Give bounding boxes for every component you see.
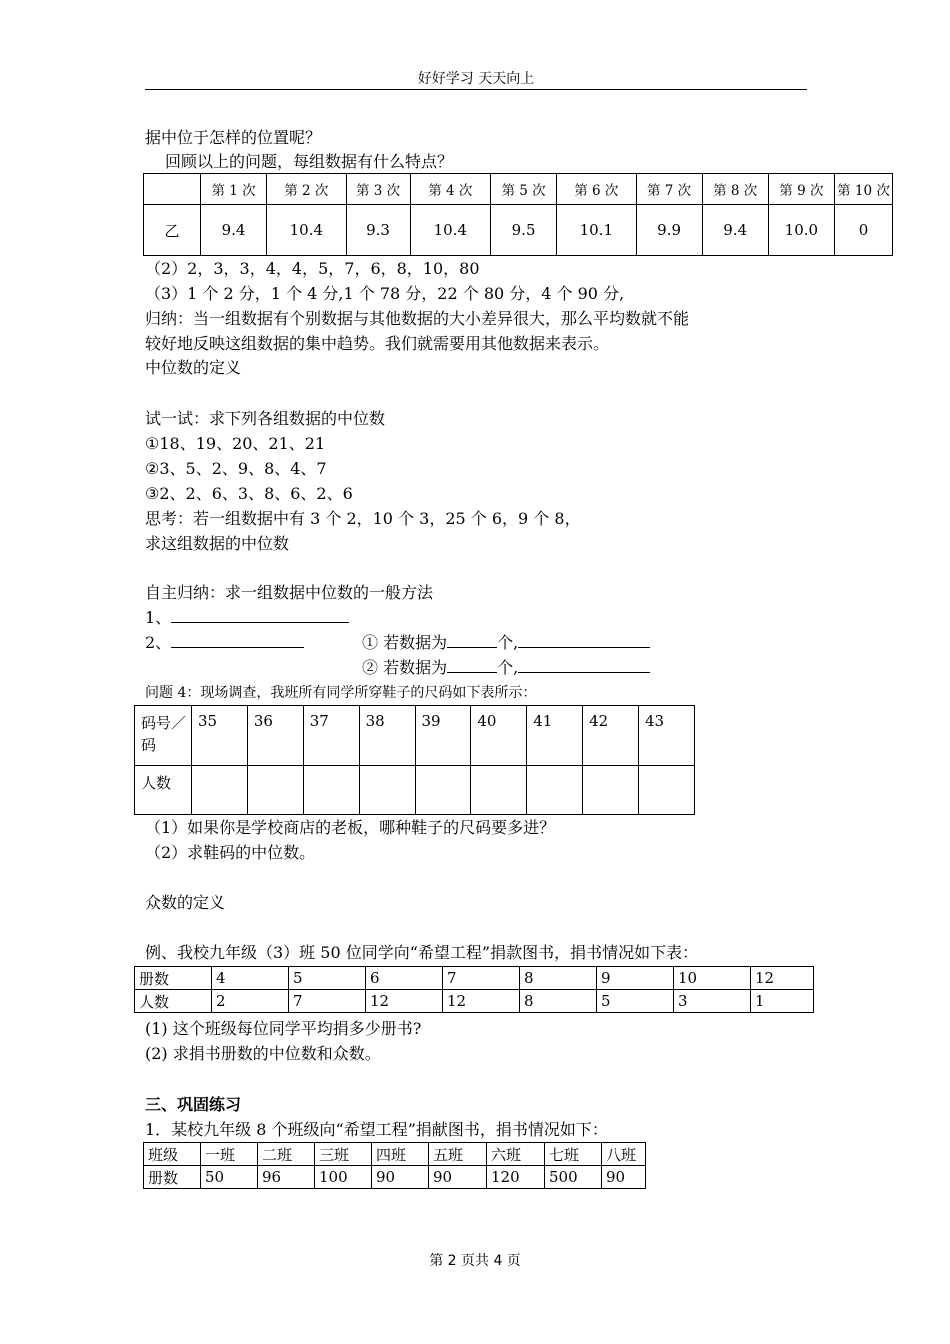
answer-blank[interactable] — [447, 633, 497, 648]
book-donation-table — [134, 966, 814, 1013]
table-cell: 八班 — [602, 1143, 646, 1166]
table-cell: 8 — [520, 967, 597, 990]
table-cell: 35 — [192, 706, 248, 766]
table-cell: 五班 — [429, 1143, 487, 1166]
table-cell: 1 — [751, 990, 814, 1013]
method-line-1 — [145, 607, 349, 629]
table-cell: 5 — [597, 990, 674, 1013]
answer-blank[interactable] — [171, 608, 349, 623]
table-cell: 12 — [443, 990, 520, 1013]
text-line: 1．某校九年级 8 个班级向“希望工程”捐献图书，捐书情况如下： — [145, 1120, 608, 1139]
table-cell: 第 4 次 — [410, 174, 490, 205]
trials-table — [143, 173, 893, 256]
table-cell: 7 — [289, 990, 366, 1013]
table-cell: 一班 — [201, 1143, 258, 1166]
table-cell: 12 — [366, 990, 443, 1013]
text-line: （1）如果你是学校商店的老板，哪种鞋子的尺码要多进？ — [145, 818, 556, 837]
table-cell: 90 — [602, 1166, 646, 1189]
table-cell: 5 — [289, 967, 366, 990]
table-cell: 四班 — [372, 1143, 429, 1166]
page-footer: 第 2 页共 4 页 — [429, 1253, 521, 1269]
case-unit: 个, — [497, 633, 519, 652]
table-cell: 9.4 — [200, 205, 266, 256]
table-cell: 0 — [834, 205, 892, 256]
table-cell[interactable] — [527, 766, 583, 815]
text-line: (1) 这个班级每位同学平均捐多少册书? — [145, 1019, 422, 1038]
table-cell: 6 — [366, 967, 443, 990]
answer-blank[interactable] — [518, 633, 650, 648]
section-label: 众数的定义 — [145, 893, 226, 912]
table-cell: 人数 — [135, 990, 212, 1013]
table-cell: 9.3 — [346, 205, 410, 256]
answer-blank[interactable] — [171, 633, 304, 648]
table-cell: 乙 — [144, 205, 201, 256]
table-cell: 第 8 次 — [702, 174, 768, 205]
table-cell: 9 — [597, 967, 674, 990]
table-cell: 9.5 — [491, 205, 557, 256]
table-cell: 10.4 — [410, 205, 490, 256]
table-cell: 第 3 次 — [346, 174, 410, 205]
table-cell: 班级 — [144, 1143, 201, 1166]
table-cell[interactable] — [415, 766, 471, 815]
table-cell: 10.4 — [267, 205, 346, 256]
table-cell: 册数 — [135, 967, 212, 990]
text-line: 回顾以上的问题，每组数据有什么特点？ — [165, 152, 454, 171]
table-cell: 37 — [303, 706, 359, 766]
answer-blank[interactable] — [518, 658, 650, 673]
header-divider — [145, 89, 807, 90]
table-cell: 50 — [201, 1166, 258, 1189]
text-line: 试一试：求下列各组数据的中位数 — [145, 409, 386, 428]
text-line: 例、我校九年级（3）班 50 位同学向“希望工程”捐款图书，捐书情况如下表： — [145, 943, 699, 962]
table-cell: 第 1 次 — [200, 174, 266, 205]
table-cell: 码号／码 — [135, 706, 192, 766]
table-cell[interactable] — [359, 766, 415, 815]
text-line: (2) 求捐书册数的中位数和众数。 — [145, 1044, 381, 1063]
table-cell[interactable] — [639, 766, 695, 815]
table-cell: 39 — [415, 706, 471, 766]
text-line: 据中位于怎样的位置呢？ — [145, 128, 322, 147]
table-cell: 10 — [674, 967, 751, 990]
table-cell: 七班 — [545, 1143, 602, 1166]
section-heading: 三、巩固练习 — [145, 1095, 242, 1114]
text-line: ③2、2、6、3、8、6、2、6 — [145, 484, 353, 503]
line-number: 1、 — [145, 608, 172, 627]
table-cell: 100 — [315, 1166, 372, 1189]
table-cell: 41 — [527, 706, 583, 766]
answer-blank[interactable] — [447, 658, 497, 673]
case-label: ② 若数据为 — [362, 658, 448, 677]
table-cell: 2 — [212, 990, 289, 1013]
table-cell: 7 — [443, 967, 520, 990]
table-cell: 第 10 次 — [834, 174, 892, 205]
table-cell: 96 — [258, 1166, 315, 1189]
text-line: 自主归纳：求一组数据中位数的一般方法 — [145, 583, 434, 602]
table-cell: 第 2 次 — [267, 174, 346, 205]
question-4: 问题 4：现场调查，我班所有同学所穿鞋子的尺码如下表所示： — [145, 685, 537, 701]
table-cell: 3 — [674, 990, 751, 1013]
table-cell: 4 — [212, 967, 289, 990]
table-cell: 册数 — [144, 1166, 201, 1189]
table-cell[interactable] — [583, 766, 639, 815]
case-unit: 个, — [497, 658, 519, 677]
text-line: （2）2，3，3，4，4，5，7，6，8，10，80 — [145, 259, 480, 278]
table-cell: 二班 — [258, 1143, 315, 1166]
shoe-size-table — [134, 705, 695, 815]
table-cell: 500 — [545, 1166, 602, 1189]
text-line: 求这组数据的中位数 — [145, 534, 290, 553]
table-cell: 90 — [429, 1166, 487, 1189]
table-cell: 9.4 — [702, 205, 768, 256]
line-number: 2、 — [145, 633, 172, 652]
table-cell[interactable] — [192, 766, 248, 815]
table-cell: 10.0 — [768, 205, 834, 256]
table-cell: 40 — [471, 706, 527, 766]
text-line: （3）1 个 2 分，1 个 4 分,1 个 78 分，22 个 80 分，4 个 90 分, — [145, 284, 625, 303]
table-cell — [144, 174, 201, 205]
page-header: 好好学习 天天向上 — [417, 71, 535, 87]
table-cell: 第 9 次 — [768, 174, 834, 205]
table-cell: 第 6 次 — [557, 174, 636, 205]
table-cell: 8 — [520, 990, 597, 1013]
section-label: 中位数的定义 — [145, 358, 242, 377]
table-cell: 36 — [247, 706, 303, 766]
text-line: 较好地反映这组数据的集中趋势。我们就需要用其他数据来表示。 — [145, 334, 610, 353]
table-cell: 43 — [639, 706, 695, 766]
method-case-odd — [362, 632, 650, 654]
table-cell: 第 5 次 — [491, 174, 557, 205]
text-line: 思考：若一组数据中有 3 个 2，10 个 3，25 个 6，9 个 8， — [145, 509, 581, 528]
table-cell: 42 — [583, 706, 639, 766]
text-line: ②3、5、2、9、8、4、7 — [145, 459, 327, 478]
table-cell: 120 — [487, 1166, 545, 1189]
class-donation-table — [143, 1142, 646, 1189]
table-cell: 90 — [372, 1166, 429, 1189]
table-cell[interactable] — [471, 766, 527, 815]
method-line-2 — [145, 632, 304, 654]
table-cell: 38 — [359, 706, 415, 766]
table-cell: 第 7 次 — [636, 174, 702, 205]
table-cell: 12 — [751, 967, 814, 990]
table-cell: 人数 — [135, 766, 192, 815]
case-label: ① 若数据为 — [362, 633, 448, 652]
method-case-even — [362, 657, 650, 679]
text-line: 归纳：当一组数据有个别数据与其他数据的大小差异很大，那么平均数就不能 — [145, 309, 690, 328]
table-cell: 六班 — [487, 1143, 545, 1166]
table-cell[interactable] — [303, 766, 359, 815]
table-cell[interactable] — [247, 766, 303, 815]
table-cell: 10.1 — [557, 205, 636, 256]
text-line: （2）求鞋码的中位数。 — [145, 843, 316, 862]
table-cell: 9.9 — [636, 205, 702, 256]
text-line: ①18、19、20、21、21 — [145, 434, 326, 453]
table-cell: 三班 — [315, 1143, 372, 1166]
